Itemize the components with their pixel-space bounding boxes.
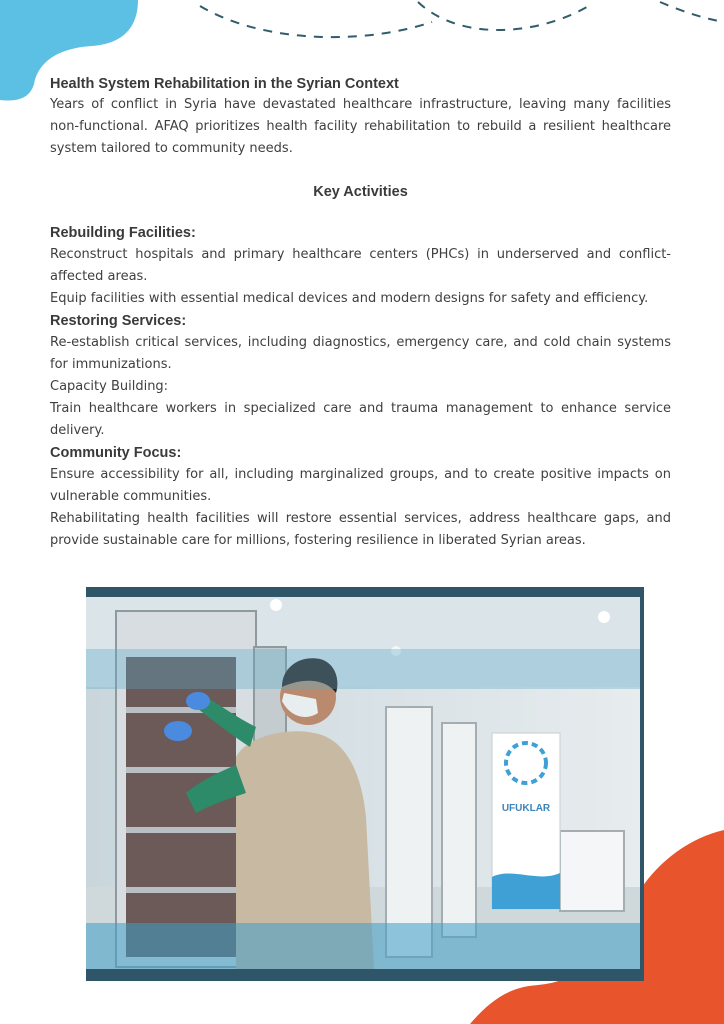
rebuilding-paragraph-2: Equip facilities with essential medical devices and modern designs for safety and efficiency. <box>50 291 649 306</box>
capacity-heading: Capacity Building: <box>50 379 169 394</box>
ceiling-light-1 <box>270 599 282 611</box>
content-column <box>50 74 671 552</box>
fridge-shelf-3 <box>126 827 236 833</box>
restoring-heading: Restoring Services: <box>50 313 187 329</box>
fridge-shelf-4 <box>126 887 236 893</box>
key-activities-title: Key Activities <box>313 184 408 200</box>
restoring-paragraph: Re-establish critical services, including diagnostics, emergency care, and cold chain systems for immunizations. <box>50 335 671 372</box>
fridge-large-interior <box>126 657 236 957</box>
community-heading: Community Focus: <box>50 445 182 461</box>
banner-text: UFUKLAR <box>501 803 551 814</box>
intro-paragraph: Years of conflict in Syria have devastated healthcare infrastructure, leaving many facilities non-functional. AFAQ prioritizes health facility rehabilitation to rebuild a resilient healthcare system tailored to community needs. <box>50 97 671 156</box>
community-paragraph-1: Ensure accessibility for all, including marginalized groups, and to create positive impacts on vulnerable communities. <box>50 467 671 504</box>
rebuilding-paragraph-1: Reconstruct hospitals and primary healthcare centers (PHCs) in underserved and conflict-affected areas. <box>50 247 671 284</box>
ceiling-light-2 <box>598 611 610 623</box>
fridge-small <box>442 723 476 937</box>
photo-tint-band-bottom <box>86 923 640 969</box>
fridge-medium <box>386 707 432 957</box>
banner-wave <box>492 873 560 909</box>
capacity-paragraph: Train healthcare workers in specialized care and trauma management to enhance service delivery. <box>50 401 671 438</box>
top-dashed-curve-far-right <box>660 2 724 22</box>
clinic-photo <box>86 587 644 981</box>
fridge-shelf-2 <box>126 767 236 773</box>
chest-freezer <box>560 831 624 911</box>
glove-left <box>186 692 210 710</box>
community-paragraph-2: Rehabilitating health facilities will restore essential services, address healthcare gaps, and provide sustainable care for millions, fostering resilience in liberated Syrian areas. <box>50 511 671 548</box>
glove-right <box>164 721 192 741</box>
rebuilding-heading: Rebuilding Facilities: <box>50 225 196 241</box>
photo-tint-band-top <box>86 649 640 689</box>
top-dashed-curve-left <box>200 6 432 37</box>
intro-title: Health System Rehabilitation in the Syrian Context <box>50 76 399 92</box>
top-dashed-curve-right <box>418 2 592 30</box>
